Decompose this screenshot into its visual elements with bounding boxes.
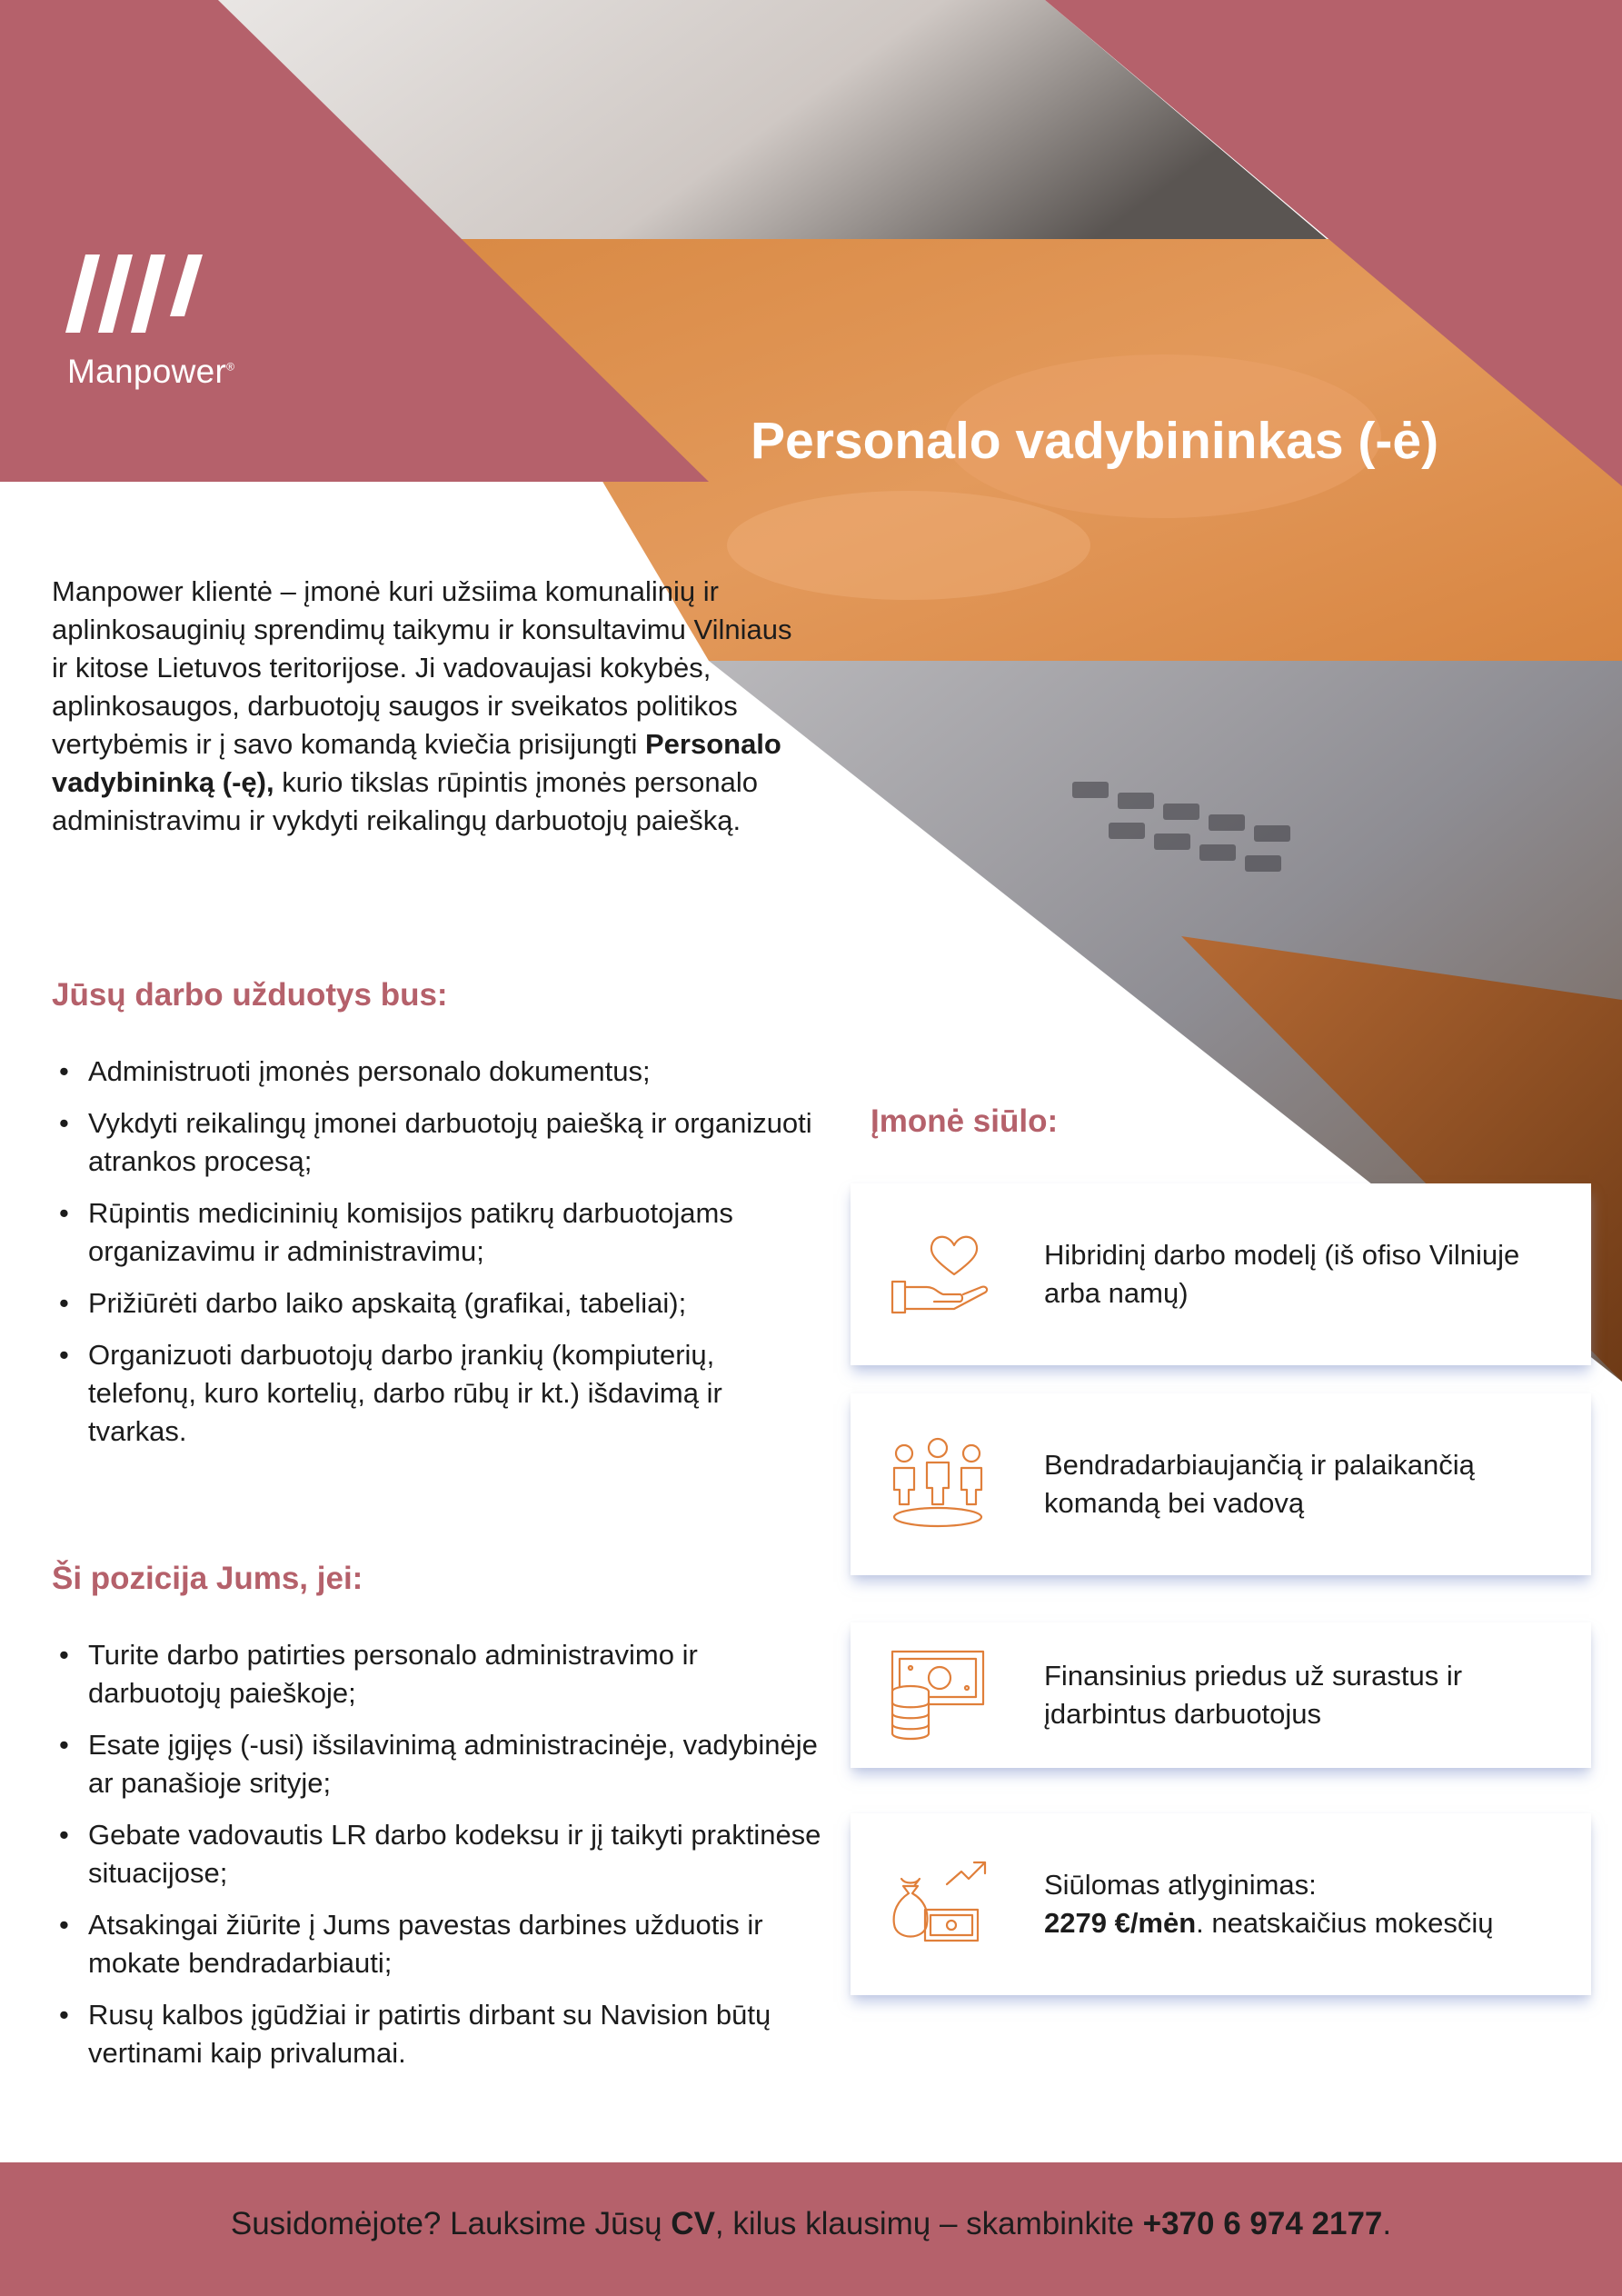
salary-line bbox=[1044, 1904, 1571, 1942]
manpower-logo-icon bbox=[65, 253, 247, 344]
salary-amount: 2279 €/mėn bbox=[1044, 1907, 1197, 1939]
list-item: • Turite darbo patirties personalo administravimo ir darbuotojų paieškoje; bbox=[52, 1636, 824, 1712]
intro-position-name: Personalo vadybininką (-ę), bbox=[52, 728, 781, 798]
footer-cv: CV bbox=[671, 2206, 715, 2241]
tasks-list bbox=[52, 1053, 824, 1464]
phone-number[interactable]: +370 6 974 2177 bbox=[1142, 2206, 1383, 2241]
list-item: • Vykdyti reikalingų įmonei darbuotojų paiešką ir organizuoti atrankos procesą; bbox=[52, 1104, 824, 1181]
list-item: • Esate įgijęs (-usi) išsilavinimą administracinėje, vadybinėje ar panašioje srityje; bbox=[52, 1726, 824, 1802]
heart-hand-icon bbox=[891, 1227, 990, 1318]
offer-card-team bbox=[851, 1393, 1591, 1575]
offer-text: Finansinius priedus už surastus ir įdarbintus darbuotojus bbox=[1044, 1660, 1463, 1730]
footer-text: Susidomėjote? Lauksime Jūsų bbox=[230, 2206, 672, 2241]
footer-band bbox=[0, 2162, 1622, 2296]
brand-name-text: Manpower bbox=[67, 353, 227, 390]
requirements-heading: Ši pozicija Jums, jei: bbox=[52, 1561, 363, 1596]
list-item: • Prižiūrėti darbo laiko apskaitą (grafikai, tabeliai); bbox=[52, 1284, 824, 1323]
brand-name bbox=[67, 353, 234, 391]
footer-text-middle: , kilus klausimų – skambinkite bbox=[714, 2206, 1143, 2241]
registered-mark: ® bbox=[226, 360, 235, 374]
job-title: Personalo vadybininkas (-ė) bbox=[751, 412, 1439, 470]
offer-text: Hibridinį darbo modelį (iš ofiso Vilniuje arba namų) bbox=[1044, 1239, 1520, 1309]
offer-card-bonus bbox=[851, 1622, 1591, 1768]
tasks-heading: Jūsų darbo užduotys bus: bbox=[52, 977, 448, 1013]
salary-note: . neatskaičius mokesčių bbox=[1196, 1907, 1494, 1939]
list-item: • Organizuoti darbuotojų darbo įrankių (kompiuterių, telefonų, kuro kortelių, darbo rūbų ir kt.) išdavimą ir tvarkas. bbox=[52, 1336, 824, 1451]
intro-text-end: kurio tikslas rūpintis įmonės personalo administravimu ir vykdyti reikalingų darbuotojų paiešką. bbox=[52, 766, 759, 836]
intro-text: Manpower klientė – įmonė kuri užsiima komunalinių ir aplinkosauginių sprendimų taikymu ir konsultavimu Vilniaus ir kitose Lietuvos teritorijose. Ji vadovaujasi kokybės, aplinkosaugos, darbuotojų saugos ir sveikatos politikos vertybėmis ir į savo komandą kviečia prisijungti bbox=[52, 575, 792, 760]
salary-growth-icon bbox=[891, 1857, 990, 1952]
offer-text bbox=[1044, 1866, 1571, 1942]
team-icon bbox=[891, 1437, 990, 1532]
money-icon bbox=[891, 1650, 990, 1744]
list-item: • Atsakingai žiūrite į Jums pavestas darbines užduotis ir mokate bendradarbiauti; bbox=[52, 1906, 824, 1982]
offer-text: Bendradarbiaujančią ir palaikančią komandą bei vadovą bbox=[1044, 1449, 1475, 1519]
list-item: • Rusų kalbos įgūdžiai ir patirtis dirbant su Navision būtų vertinami kaip privalumai. bbox=[52, 1996, 824, 2072]
list-item: • Gebate vadovautis LR darbo kodeksu ir jį taikyti praktinėse situacijose; bbox=[52, 1816, 824, 1892]
list-item: • Administruoti įmonės personalo dokumentus; bbox=[52, 1053, 824, 1091]
offer-card-hybrid bbox=[851, 1183, 1591, 1365]
offer-card-salary bbox=[851, 1813, 1591, 1995]
offer-heading: Įmonė siūlo: bbox=[871, 1103, 1059, 1139]
footer-text-end: . bbox=[1382, 2206, 1392, 2241]
requirements-list bbox=[52, 1636, 824, 2086]
intro-paragraph bbox=[52, 573, 815, 840]
footer-cta bbox=[0, 2206, 1622, 2242]
list-item: • Rūpintis medicininių komisijos patikrų darbuotojams organizavimu ir administravimu; bbox=[52, 1194, 824, 1271]
salary-label: Siūlomas atlyginimas: bbox=[1044, 1869, 1317, 1901]
